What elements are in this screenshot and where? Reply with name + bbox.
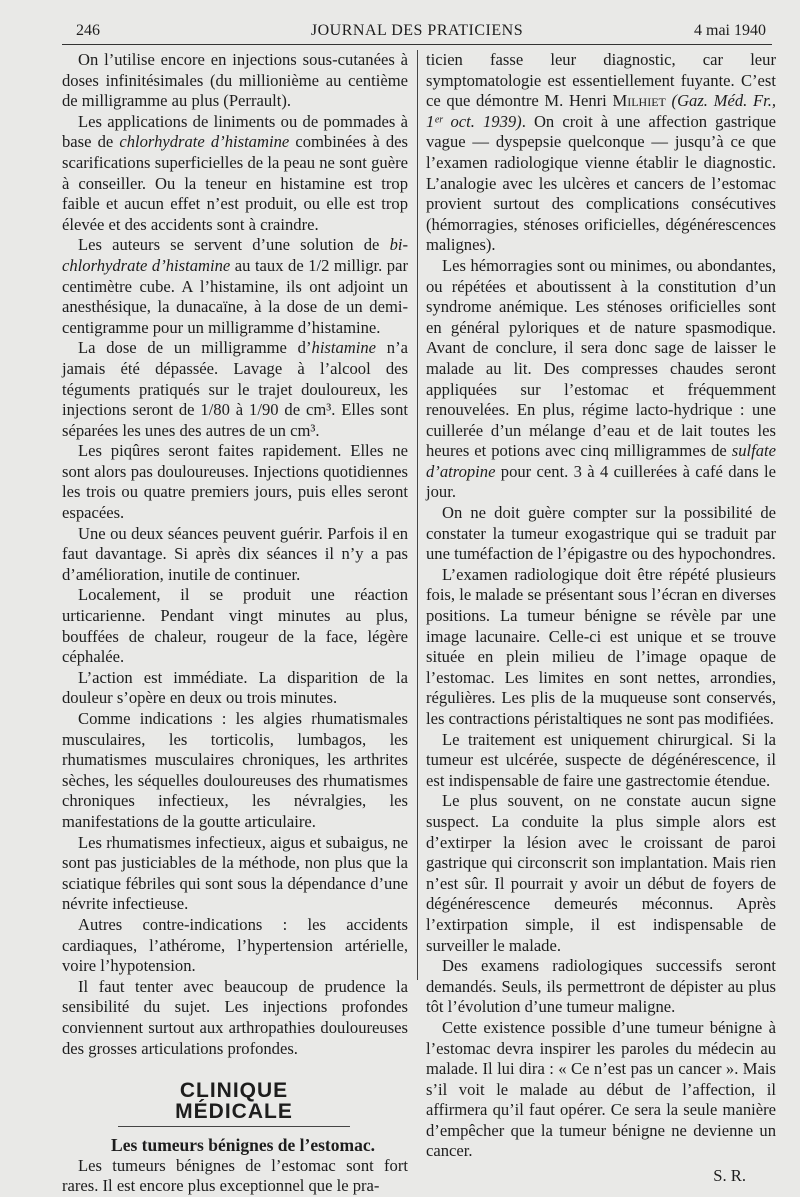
paragraph: La dose de un milligramme d’histamine n’a jamais été dépassée. Lavage à l’alcool des téguments pratiqués sur le trajet douloureux, les injections seront de 1/80 à 1/90 de cm³. Elles sont séparées les unes des autres de un cm³.	[62, 338, 408, 440]
author-name: Milhiet	[612, 91, 666, 111]
paragraph: On ne doit guère compter sur la possibilité de constater la tumeur exogastrique qui se traduit par une tuméfaction de l’épigastre ou des hypochondres.	[426, 503, 776, 564]
right-column	[426, 50, 777, 1186]
paragraph: On l’utilise encore en injections sous-cutanées à doses infinitésimales (du millionième au centième de milligramme au plus (Perrault).	[62, 50, 408, 111]
paragraph: Les tumeurs bénignes de l’estomac sont fort rares. Il est encore plus exceptionnel que le pra-	[62, 1155, 408, 1196]
article-title: Les tumeurs bénignes de l’estomac.	[111, 1135, 375, 1156]
page-header	[62, 18, 772, 45]
left-column	[62, 50, 408, 1196]
paragraph: Les applications de liniments ou de pommades à base de chlorhydrate d’histamine combinées à des scarifications superficielles de la peau ne sont guère à conseiller. Ou la teneur en histamine est trop faible et aucun effet n’est produit, ou elle est trop élevée et des accidents sont à craindre.	[62, 111, 408, 234]
paragraph: Localement, il se produit une réaction urticarienne. Pendant vingt minutes au plus, bouffées de chaleur, rougeur de la face, légère céphalée.	[62, 585, 408, 667]
paragraph: L’examen radiologique doit être répété plusieurs fois, le malade se présentant sous l’écran en diverses positions. La tumeur bénigne se révèle par une image lacunaire. Celle-ci est unique et se trouve située en plein milieu de l’image opaque de l’estomac. Les limites en sont nettes, arrondies, régulières. Les plis de la muqueuse sont conservés, les contractions péristaltiques ne sont pas modifiées.	[426, 564, 776, 728]
paragraph: Le traitement est uniquement chirurgical. Si la tumeur est ulcérée, suspecte de dégénérescence, il est indispensable de faire une gastrectomie étendue.	[426, 729, 776, 790]
section-title: CLINIQUE MÉDICALE	[118, 1081, 350, 1127]
paragraph: Comme indications : les algies rhumatismales musculaires, les torticolis, lumbagos, les rhumatismes musculaires chroniques, les arthrites sèches, les séquelles douloureuses des rhumatismes chroniques infectieux, les névralgies, les manifestations de la goutte articulaire.	[62, 709, 408, 831]
paragraph: ticien fasse leur diagnostic, car leur symptomatologie est essentiellement fuyante. C’est ce que démontre M. Henri Milhiet (Gaz. Méd. Fr., 1ᵉʳ oct. 1939). On croit à une affection gastrique vague — dyspepsie quelconque — jusqu’à ce que l’examen radiologique vienne établir le diagnostic. L’analogie avec les ulcères et cancers de l’estomac provient surtout des complications consécutives (hémorragies, sténoses orificielles, dégénérescences malignes).	[426, 50, 777, 255]
paragraph: Les piqûres seront faites rapidement. Elles ne sont alors pas douloureuses. Injections quotidiennes les trois ou quatre premiers jours, puis elles seront espacées.	[62, 441, 408, 523]
paragraph: Autres contre-indications : les accidents cardiaques, l’athérome, l’hypertension artérielle, voire l’hypotension.	[62, 914, 408, 976]
paragraph: Il faut tenter avec beaucoup de prudence la sensibilité du sujet. Les injections profondes conviennent surtout aux arthropathies douloureuses des grosses articulations profondes.	[62, 976, 408, 1058]
column-divider	[417, 50, 418, 980]
paragraph: Les auteurs se servent d’une solution de bi-chlorhydrate d’histamine au taux de 1/2 milligr. par centimètre cube. A l’histamine, ils ont adjoint un anesthésique, la dunacaïne, à la dose de un demi-centigramme pour un milligramme d’histamine.	[62, 235, 408, 337]
page-number: 246	[76, 22, 100, 39]
journal-title: JOURNAL DES PRATICIENS	[310, 22, 524, 39]
paragraph: Une ou deux séances peuvent guérir. Parfois il en faut davantage. Si après dix séances il n’y a pas d’amélioration, inutile de continuer.	[62, 523, 408, 584]
issue-date: 4 mai 1940	[694, 22, 766, 39]
paragraph: Les hémorragies sont ou minimes, ou abondantes, ou répétées et aboutissent à la constitution d’un syndrome anémique. Les sténoses orificielles sont en général pyloriques et de nature spasmodique. Avant de conclure, il sera donc sage de laisser le malade au lit. Des compresses chaudes seront appliquées sur l’estomac et fréquemment renouvelées. En plus, régime lacto-hydrique : une cuillerée d’un mélange d’eau et de lait toutes les heures et potions avec cinq milligrammes de sulfate d’atropine pour cent. 3 à 4 cuillerées à café dans le jour.	[426, 255, 776, 502]
paragraph: Des examens radiologiques successifs seront demandés. Seuls, ils permettront de dépister au plus tôt l’évolution d’une tumeur maligne.	[426, 956, 776, 1017]
signature: S. R.	[713, 1166, 746, 1186]
paragraph: Les rhumatismes infectieux, aigus et subaigus, ne sont pas justiciables de la méthode, non plus que la sciatique fébriles qui sont sous la dépendance d’une névrite infectieuse.	[62, 832, 408, 914]
paragraph: Le plus souvent, on ne constate aucun signe suspect. La conduite la plus simple alors est d’extirper la lésion avec le croissant de paroi gastrique qui circonscrit son implantation. Mais rien n’est sûr. Il pourrait y avoir un début de foyers de dégénérescence demeurés méconnus. Après l’extirpation simple, il est indispensable de surveiller le malade.	[426, 791, 776, 955]
citation: (Gaz. Méd. Fr., 1ᵉʳ oct. 1939)	[426, 91, 777, 131]
paragraph: L’action est immédiate. La disparition de la douleur s’opère en deux ou trois minutes.	[62, 667, 408, 708]
paragraph: Cette existence possible d’une tumeur bénigne à l’estomac devra inspirer les paroles du médecin au malade. Il lui dira : « Ce n’est pas un cancer ». Mais s’il voit le malade au début de l’affection, il affirmera qu’il faut opérer. Ce sera la seule manière d’empêcher que la tumeur bénigne ne devienne un cancer.	[426, 1017, 776, 1161]
